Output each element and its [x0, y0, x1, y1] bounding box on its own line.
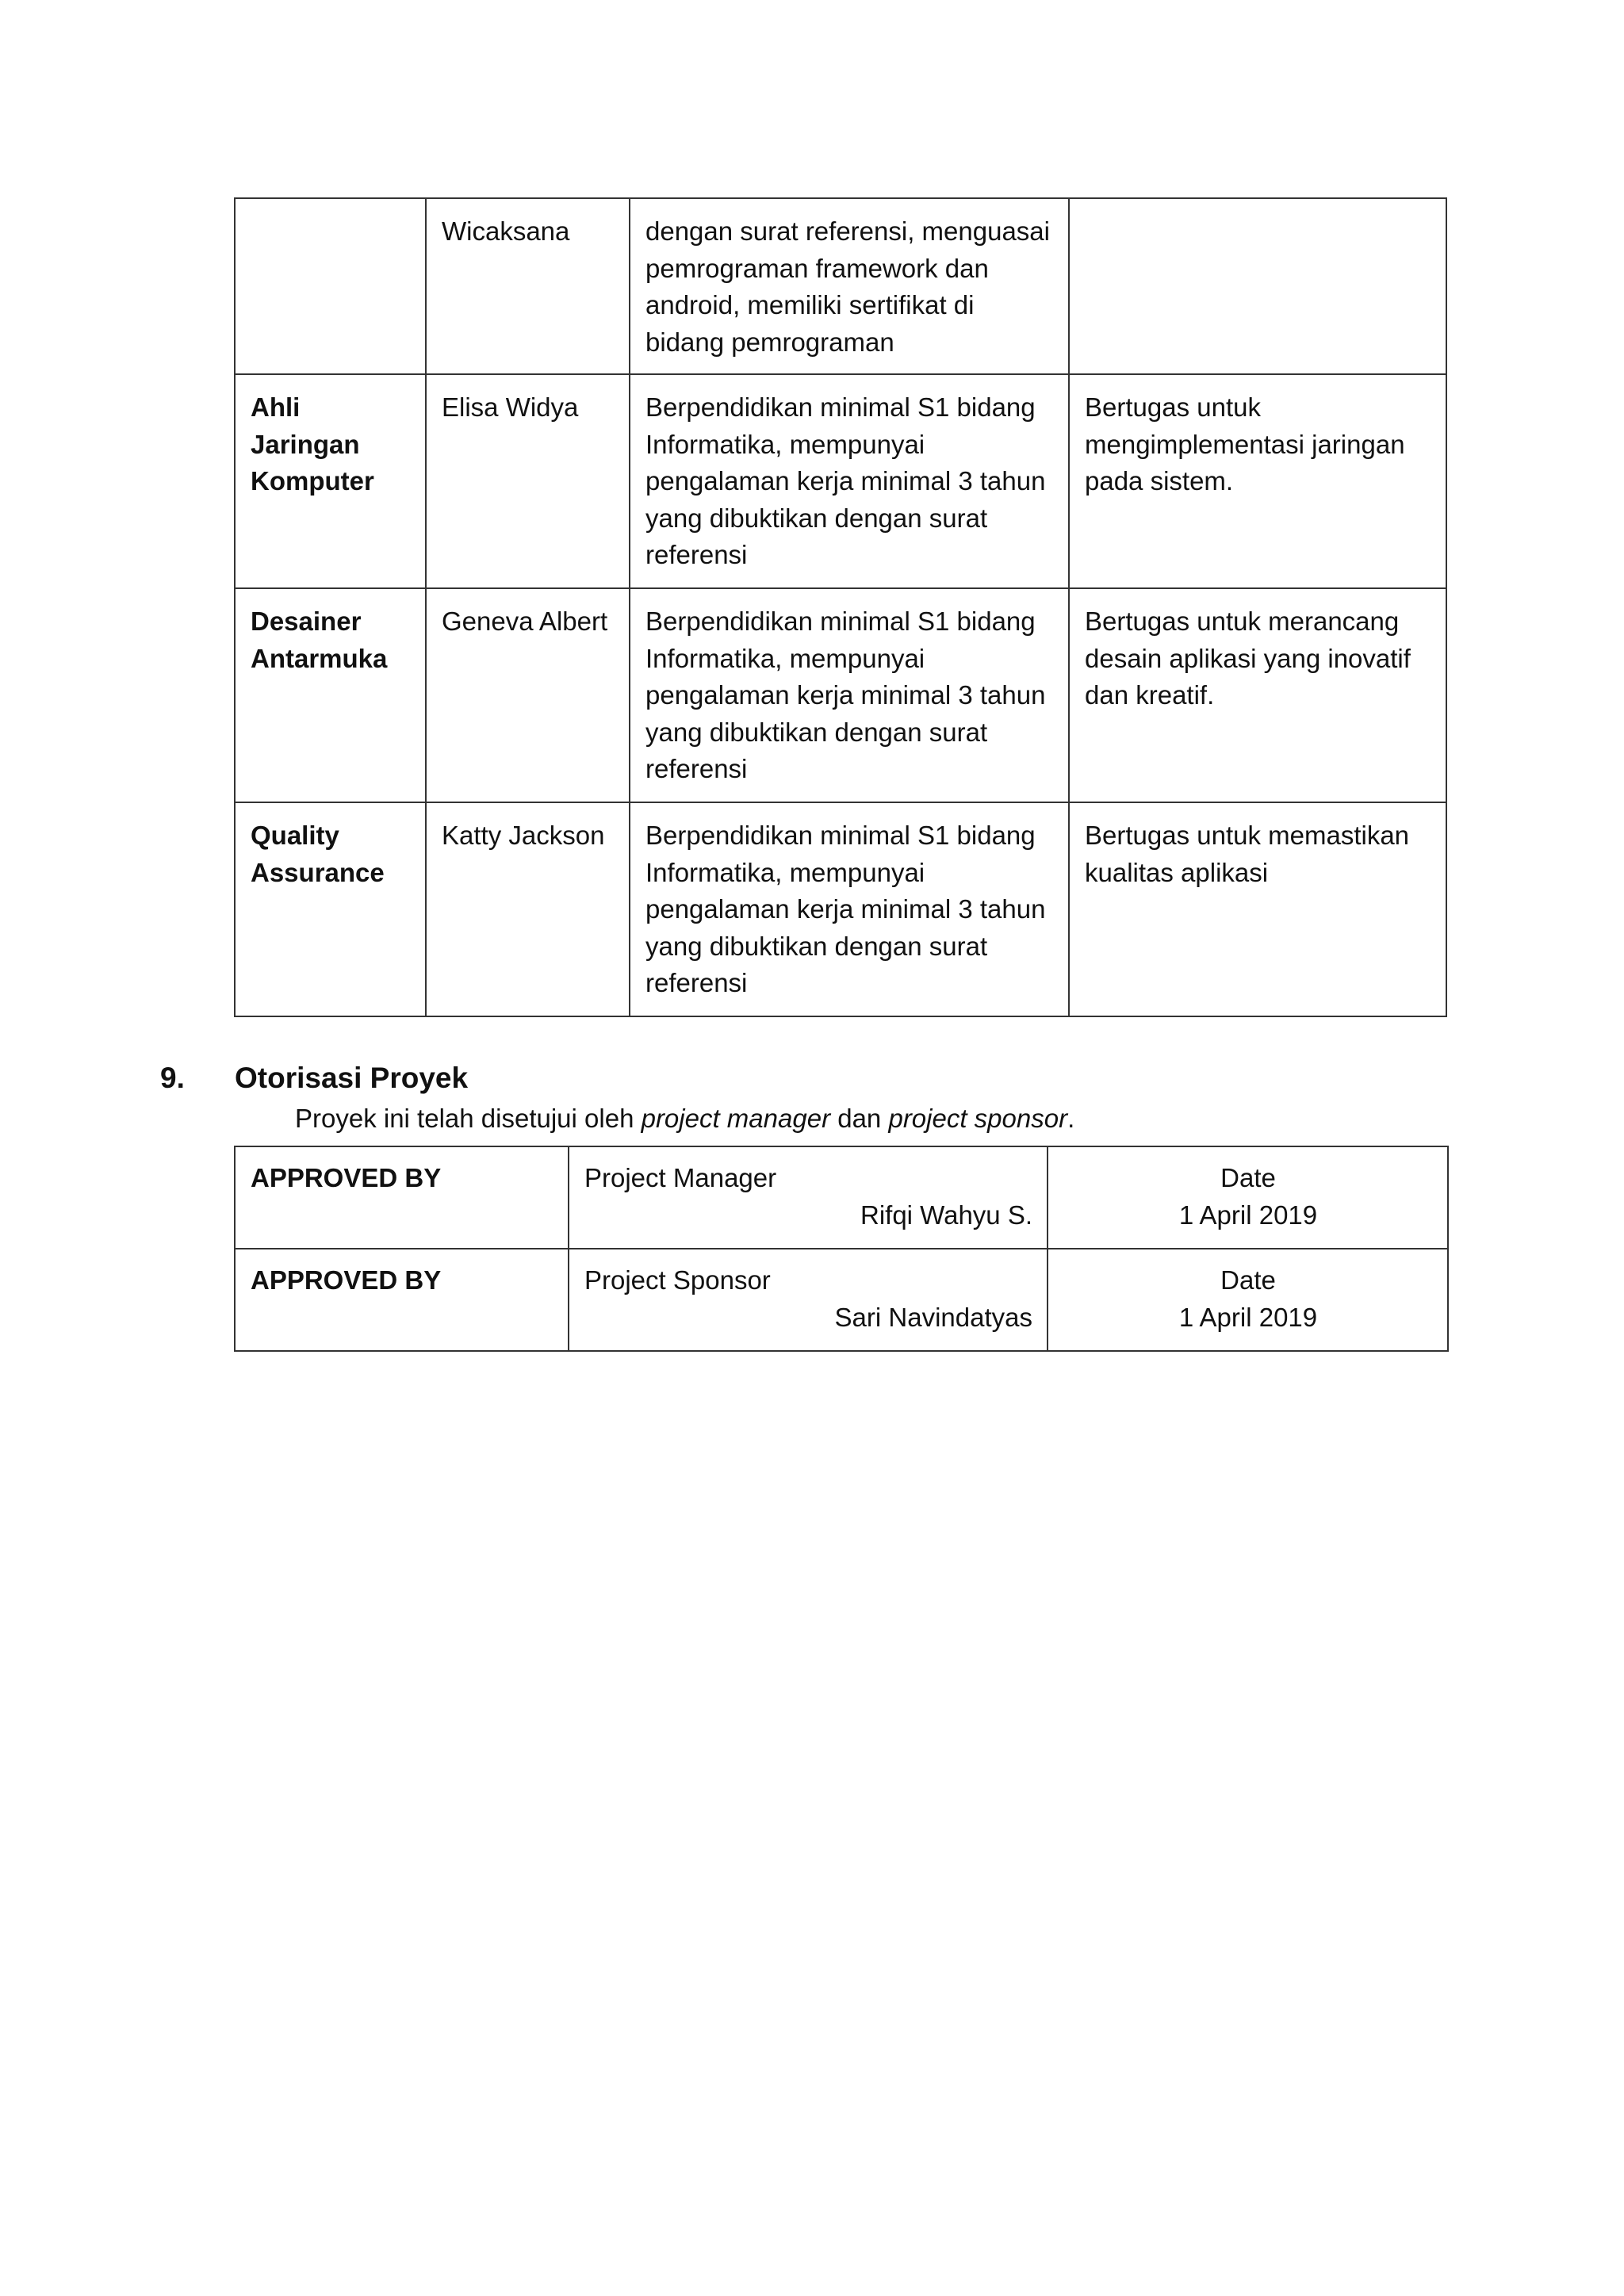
project-team-table	[234, 197, 1447, 1017]
approval-row	[235, 1146, 1448, 1249]
table-row	[235, 198, 1446, 374]
date-label: Date	[1220, 1163, 1276, 1192]
approver-name: Sari Navindatyas	[834, 1302, 1032, 1332]
approver-role: Project Sponsor	[584, 1265, 771, 1295]
qualification-cell: dengan surat referensi, menguasai pemrograman framework dan android, memiliki sertifikat di bidang pemrograman	[630, 198, 1069, 374]
duty-cell: Bertugas untuk memastikan kualitas aplikasi	[1069, 802, 1446, 1016]
approver-cell	[569, 1249, 1048, 1351]
name-cell: Wicaksana	[426, 198, 630, 374]
name-cell: Elisa Widya	[426, 374, 630, 588]
intro-emphasis-sponsor: project sponsor	[888, 1104, 1068, 1133]
intro-text-part: .	[1067, 1104, 1075, 1133]
section-heading	[160, 1059, 468, 1097]
section-intro-text	[295, 1100, 1074, 1137]
name-cell: Katty Jackson	[426, 802, 630, 1016]
date-value: 1 April 2019	[1178, 1200, 1318, 1230]
qualification-cell: Berpendidikan minimal S1 bidang Informatika, mempunyai pengalaman kerja minimal 3 tahun yang dibuktikan dengan surat referensi	[630, 374, 1069, 588]
table-row	[235, 588, 1446, 802]
date-cell	[1048, 1249, 1448, 1351]
duty-cell: Bertugas untuk merancang desain aplikasi yang inovatif dan kreatif.	[1069, 588, 1446, 802]
approver-role: Project Manager	[584, 1163, 777, 1192]
role-cell: Ahli Jaringan Komputer	[235, 374, 426, 588]
table-row	[235, 802, 1446, 1016]
approved-by-label: APPROVED BY	[235, 1146, 569, 1249]
qualification-cell: Berpendidikan minimal S1 bidang Informatika, mempunyai pengalaman kerja minimal 3 tahun yang dibuktikan dengan surat referensi	[630, 802, 1069, 1016]
approval-row	[235, 1249, 1448, 1351]
duty-cell	[1069, 198, 1446, 374]
approver-name: Rifqi Wahyu S.	[860, 1200, 1032, 1230]
intro-text-part: Proyek ini telah disetujui oleh	[295, 1104, 642, 1133]
section-number: 9.	[160, 1062, 185, 1094]
name-cell: Geneva Albert	[426, 588, 630, 802]
approved-by-label: APPROVED BY	[235, 1249, 569, 1351]
intro-emphasis-manager: project manager	[641, 1104, 831, 1133]
role-cell: Desainer Antarmuka	[235, 588, 426, 802]
role-cell	[235, 198, 426, 374]
approval-table	[234, 1146, 1449, 1352]
duty-cell: Bertugas untuk mengimplementasi jaringan pada sistem.	[1069, 374, 1446, 588]
role-cell: Quality Assurance	[235, 802, 426, 1016]
date-value: 1 April 2019	[1178, 1302, 1318, 1332]
qualification-cell: Berpendidikan minimal S1 bidang Informatika, mempunyai pengalaman kerja minimal 3 tahun yang dibuktikan dengan surat referensi	[630, 588, 1069, 802]
table-row	[235, 374, 1446, 588]
intro-text-part: dan	[830, 1104, 889, 1133]
date-cell	[1048, 1146, 1448, 1249]
approver-cell	[569, 1146, 1048, 1249]
section-title: Otorisasi Proyek	[235, 1062, 469, 1094]
date-label: Date	[1220, 1265, 1276, 1295]
